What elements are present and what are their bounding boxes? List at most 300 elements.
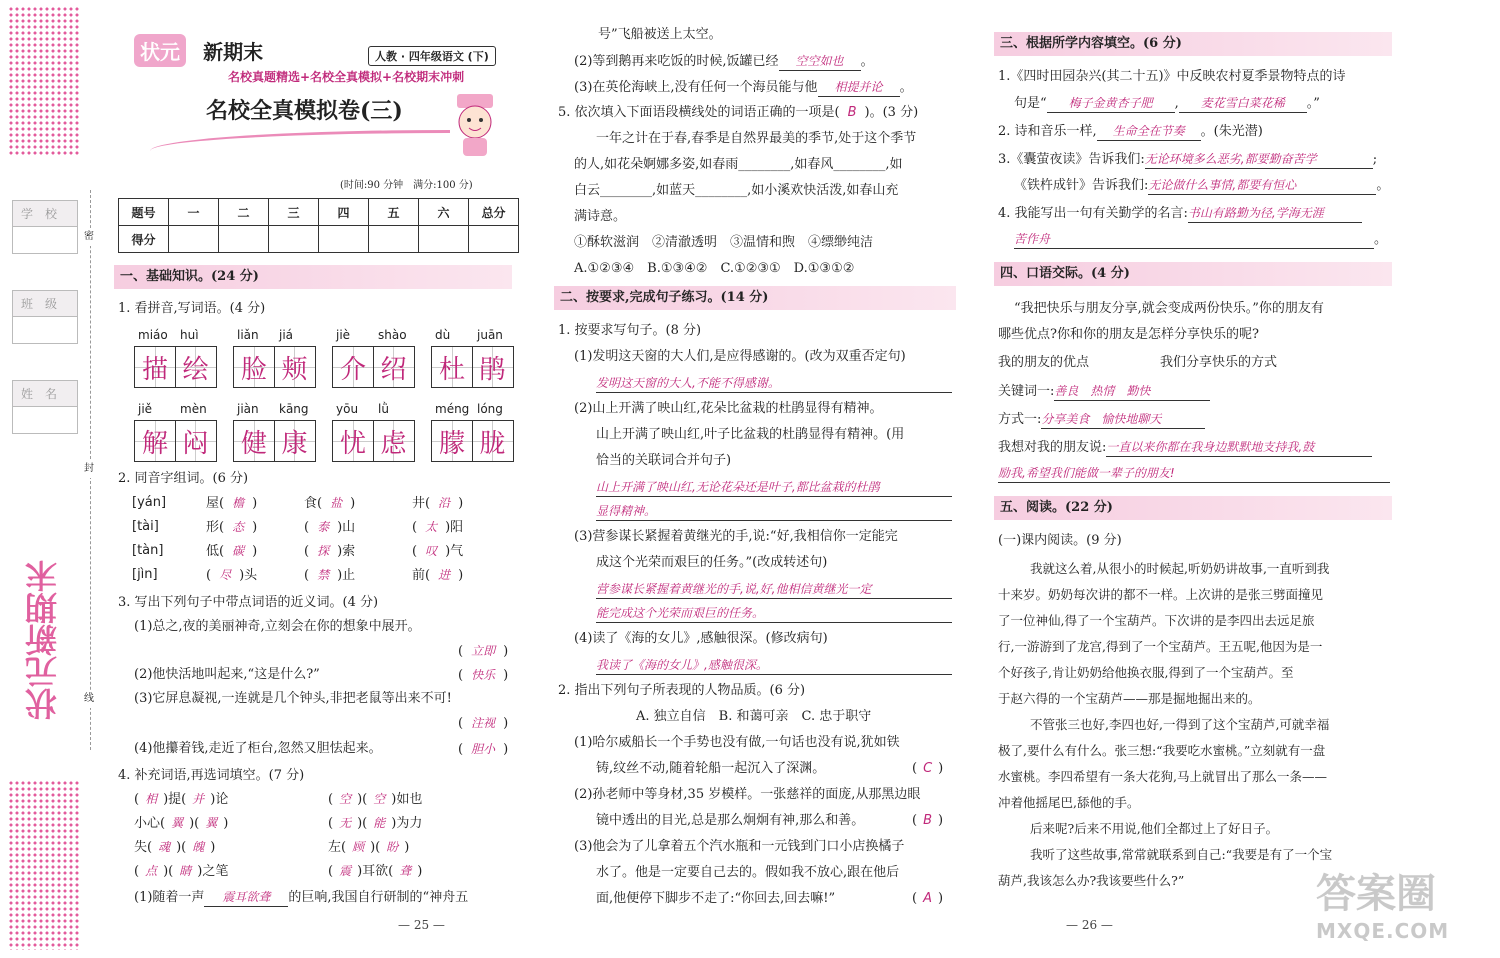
- homophone-item: [206, 566, 257, 585]
- page-number-26: — 26 —: [1066, 918, 1113, 932]
- idiom-answer[interactable]: 空: [373, 792, 386, 806]
- score-input[interactable]: [319, 226, 369, 253]
- idiom-text: 左(: [328, 840, 347, 855]
- r3b-pre: 《铁杵成针》告诉我们:: [1014, 178, 1149, 193]
- s1-title: 1. 按要求写句子。(8 分): [558, 323, 702, 338]
- s1-3-line-1: (3)营参谋长紧握着黄继光的手,说:“好,我相信你一定能完: [574, 529, 898, 544]
- label-name: 姓名: [12, 380, 78, 408]
- pinyin-label: jiàn: [237, 402, 259, 416]
- homophone-answer[interactable]: 檐: [232, 496, 245, 510]
- homophone-text: 屋(: [206, 496, 225, 511]
- s1-3-answer-2[interactable]: 能完成这个光荣而艰巨的任务。: [596, 604, 952, 623]
- score-input[interactable]: [419, 226, 469, 253]
- pinyin-label: shào: [378, 328, 407, 342]
- k-line-1: “我把快乐与朋友分享,就会变成两份快乐。”你的朋友有: [1014, 301, 1324, 316]
- k-say-pre: 我想对我的朋友说:: [998, 440, 1107, 455]
- passage-line: 我听了这些故事,常常就联系到自己:“我要是有了一个宝: [1030, 847, 1333, 862]
- quality-sentence: 镜中透出的目光,总是那么炯炯有神,那么和善。: [596, 813, 865, 828]
- idiom-item: [134, 862, 228, 881]
- homophone-item: [206, 494, 257, 513]
- idiom-item: [134, 790, 228, 809]
- q2-title: 2. 同音字组词。(6 分): [118, 471, 249, 486]
- homophone-pinyin: [yán]: [132, 495, 167, 510]
- score-cell: 五: [369, 199, 419, 226]
- r2-pre: 2. 诗和音乐一样,: [998, 124, 1097, 139]
- watermark-text-en: MXQE.COM: [1316, 919, 1450, 943]
- q5-para-4: 满诗意。: [574, 209, 627, 224]
- homophone-text: ): [350, 496, 356, 511]
- homophone-text: (: [412, 544, 418, 559]
- idiom-item: [328, 814, 422, 833]
- char-box-pair: [332, 420, 413, 462]
- homophone-answer[interactable]: 沿: [438, 496, 451, 510]
- pinyin-label: dù: [435, 328, 451, 342]
- q5-line: [558, 104, 918, 122]
- idiom-answer[interactable]: 相: [145, 792, 158, 806]
- pinyin-label: kāng: [279, 402, 309, 416]
- char-box-pair: [134, 420, 215, 462]
- quality-sentence: 水了。他是一定要自己去的。假如我不放心,跟在他后: [596, 865, 900, 880]
- quality-answer[interactable]: C: [923, 761, 933, 776]
- char-box[interactable]: 介: [332, 346, 374, 388]
- idiom-answer[interactable]: 翼: [171, 816, 184, 830]
- m-line-3-answer[interactable]: 相提并论: [818, 78, 900, 97]
- passage-line: 我就这么着,从很小的时候起,听奶奶讲故事,一直听到我: [1030, 561, 1330, 576]
- synonym-sentence: (2)他快活地叫起来,“这是什么?”: [134, 667, 320, 682]
- r4-line-1: [998, 204, 1362, 223]
- r1-answer-2[interactable]: 麦花雪白菜花稀: [1179, 94, 1307, 113]
- k-keyword: [998, 382, 1210, 401]
- seal-char-2: 封: [84, 460, 94, 478]
- char-box[interactable]: 胧: [472, 420, 514, 462]
- paren: ): [503, 644, 509, 659]
- score-input[interactable]: [469, 226, 519, 253]
- s2-title: 2. 指出下列句子所表现的人物品质。(6 分): [558, 683, 806, 698]
- score-cell: 三: [269, 199, 319, 226]
- quality-answer-box: [912, 890, 943, 908]
- m-line-2-answer[interactable]: 空空如也: [779, 52, 861, 71]
- section-1-header: 一、基础知识。(24 分): [114, 265, 512, 289]
- idiom-item: [328, 862, 422, 881]
- q4-fill-sentence: [134, 888, 468, 907]
- idiom-answer[interactable]: 魄: [192, 840, 205, 854]
- char-box-pair: [431, 420, 512, 462]
- homophone-pinyin: [tàn]: [132, 543, 164, 558]
- paren: (: [458, 644, 464, 659]
- homophone-text: )山: [337, 520, 356, 535]
- homophone-item: [304, 542, 355, 561]
- synonym-answer[interactable]: 立即: [471, 644, 496, 658]
- homophone-text: ): [252, 496, 258, 511]
- idiom-answer[interactable]: 盼: [386, 840, 399, 854]
- quality-sentence: 面,他便停下脚步不走了:“你回去,回去嘛!”: [596, 891, 836, 906]
- idiom-answer[interactable]: 聋: [399, 864, 412, 878]
- reading-sub-title: (一)课内阅读。(9 分): [998, 533, 1122, 548]
- r3-line-2: [1014, 176, 1389, 195]
- char-box[interactable]: 描: [134, 346, 176, 388]
- r3a-answer[interactable]: 无论环境多么恶劣,都要勤奋苦学: [1145, 150, 1373, 169]
- synonym-answer[interactable]: 胆小: [471, 742, 496, 756]
- idiom-answer[interactable]: 无: [339, 816, 352, 830]
- score-row: [119, 226, 519, 253]
- passage-line: 行,一游游到了龙宫,得到了一个宝葫芦。王五呢,他因为是一: [998, 639, 1323, 654]
- s1-2-line-1: (2)山上开满了映山红,花朵比盆栽的杜鹃显得有精神。: [574, 401, 883, 416]
- r4-answer-2[interactable]: 苦作舟: [1014, 230, 1374, 249]
- dot-pattern-bottom: [8, 780, 80, 950]
- paren: ): [938, 761, 944, 776]
- idiom-answer[interactable]: 能: [373, 816, 386, 830]
- score-input[interactable]: [219, 226, 269, 253]
- r2-line: [998, 122, 1263, 141]
- score-input[interactable]: [169, 226, 219, 253]
- char-box[interactable]: 虑: [373, 420, 415, 462]
- m-line-2-post: 。: [860, 54, 874, 69]
- quality-answer-box: [912, 760, 943, 778]
- idiom-answer[interactable]: 魂: [158, 840, 171, 854]
- pinyin-label: yōu: [336, 402, 359, 416]
- header-brand: [134, 34, 263, 67]
- passage-line: 冲着他摇尾巴,舔他的手。: [998, 795, 1140, 810]
- homophone-item: [304, 518, 355, 537]
- r1-answer-1[interactable]: 梅子金黄杏子肥: [1047, 94, 1175, 113]
- idiom-item: [328, 838, 409, 857]
- quality-answer[interactable]: B: [923, 813, 932, 828]
- char-box-pair: [332, 346, 413, 388]
- paren: (: [458, 742, 464, 757]
- score-cell: 二: [219, 199, 269, 226]
- score-cell: 六: [419, 199, 469, 226]
- r1-post: 。”: [1306, 96, 1320, 111]
- r4-post: 。: [1374, 232, 1388, 247]
- q5-options-words: ①酥软滋润 ②清澈透明 ③温情和煦 ④缥缈纯洁: [574, 235, 874, 250]
- q1-title: 1. 看拼音,写词语。(4 分): [118, 301, 266, 316]
- paren: (: [912, 761, 918, 776]
- page-number-25: — 25 —: [398, 918, 445, 932]
- pinyin-label: jiá: [279, 328, 294, 342]
- pinyin-label: liǎn: [237, 328, 259, 342]
- label-class: 班级: [12, 290, 78, 318]
- school-field: [12, 226, 78, 254]
- homophone-pinyin: [tài]: [132, 519, 159, 534]
- idiom-text: ): [210, 840, 216, 855]
- r4-line-2: [1014, 230, 1387, 249]
- homophone-answer[interactable]: 碳: [232, 544, 245, 558]
- k-method-answer[interactable]: 分享美食 愉快地聊天: [1041, 410, 1205, 429]
- homophone-answer[interactable]: 禁: [317, 568, 330, 582]
- score-input[interactable]: [269, 226, 319, 253]
- binding-strip: [0, 0, 100, 958]
- pinyin-label: lǜ: [378, 402, 389, 416]
- idiom-answer[interactable]: 空: [339, 792, 352, 806]
- char-box[interactable]: 绘: [175, 346, 217, 388]
- homophone-text: )头: [239, 568, 258, 583]
- score-cell: 四: [319, 199, 369, 226]
- char-box-pair: [431, 346, 512, 388]
- k-method: [998, 410, 1205, 429]
- paren: ): [937, 891, 944, 906]
- score-cell: 题号: [119, 199, 169, 226]
- s1-1: (1)发明这天窗的大人们,是应得感谢的。(改为双重否定句): [574, 349, 906, 364]
- idiom-text: ): [404, 840, 410, 855]
- idiom-text: )(: [370, 840, 381, 855]
- homophone-text: (: [304, 568, 310, 583]
- homophone-item: [206, 518, 257, 537]
- paren: (: [912, 891, 918, 906]
- pinyin-label: juān: [477, 328, 503, 342]
- homophone-item: [206, 542, 257, 561]
- idiom-text: (: [328, 792, 334, 807]
- s1-2-line-3: 恰当的关联词合并句子): [596, 453, 732, 468]
- char-box[interactable]: 杜: [431, 346, 473, 388]
- s1-3-answer-1[interactable]: 营参谋长紧握着黄继光的手,说,好,他相信黄继光一定: [596, 580, 952, 599]
- name-field: [12, 406, 78, 434]
- idiom-text: ): [417, 864, 423, 879]
- passage-line: 葫芦,我该怎么办?我该要些什么?”: [998, 873, 1185, 888]
- homophone-answer[interactable]: 泰: [317, 520, 330, 534]
- score-cell: 一: [169, 199, 219, 226]
- homophone-answer[interactable]: 探: [317, 544, 330, 558]
- r2-answer[interactable]: 生命全在节奏: [1097, 122, 1201, 141]
- idiom-item: [328, 790, 422, 809]
- homophone-text: )索: [337, 544, 356, 559]
- watermark: [1316, 862, 1488, 950]
- char-box[interactable]: 颊: [274, 346, 316, 388]
- r3a-pre: 3.《囊萤夜读》告诉我们:: [998, 152, 1145, 167]
- grade-tag: 人教 · 四年级语文 (下): [368, 46, 496, 66]
- char-box[interactable]: 解: [134, 420, 176, 462]
- m-line-3-pre: (3)在英伦海峡上,没有任何一个海员能与他: [574, 80, 818, 95]
- idiom-answer[interactable]: 点: [145, 864, 158, 878]
- idiom-answer[interactable]: 翼: [205, 816, 218, 830]
- idiom-text: )提(: [163, 792, 187, 807]
- synonym-answer[interactable]: 快乐: [471, 668, 496, 682]
- m-line-3: [574, 78, 913, 97]
- q5-post: )。(3 分): [864, 105, 919, 120]
- pinyin-label: mèn: [180, 402, 207, 416]
- char-box[interactable]: 绍: [373, 346, 415, 388]
- homophone-item: [412, 542, 463, 561]
- k-say-answer-1[interactable]: 一直以来你都在我身边默默地支持我,鼓: [1106, 438, 1372, 457]
- k-friend-merit: 我的朋友的优点: [998, 355, 1090, 370]
- pinyin-label: huì: [180, 328, 199, 342]
- idiom-text: (: [328, 816, 334, 831]
- k-share-way: 我们分享快乐的方式: [1160, 355, 1278, 370]
- idiom-text: )(: [357, 792, 368, 807]
- idiom-text: )(: [189, 816, 200, 831]
- idiom-text: ): [223, 816, 229, 831]
- r1-line-1: 1.《四时田园杂兴(其二十五)》中反映农村夏季景物特点的诗: [998, 69, 1346, 84]
- homophone-text: 形(: [206, 520, 225, 535]
- time-info: (时间:90 分钟 满分:100 分): [340, 180, 473, 191]
- q4-title: 4. 补充词语,再选词填空。(7 分): [118, 768, 305, 783]
- homophone-item: [412, 518, 463, 537]
- q5-answer[interactable]: B: [847, 105, 857, 120]
- q3-title: 3. 写出下列句子中带点词语的近义词。(4 分): [118, 595, 379, 610]
- homophone-text: 低(: [206, 544, 225, 559]
- k-say-answer-2[interactable]: 励我,希望我们能做一辈子的朋友!: [998, 464, 1390, 483]
- q5-para-2: 的人,如花朵婀娜多姿,如春雨________,如春风________,如: [574, 157, 903, 172]
- r1-pre: 句是“: [1014, 96, 1047, 111]
- watermark-text-cn: 答案圈: [1316, 871, 1436, 917]
- idiom-answer[interactable]: 并: [192, 792, 205, 806]
- homophone-item: [412, 494, 463, 513]
- s1-1-answer[interactable]: 发明这天窗的大人,不能不得感谢。: [596, 374, 952, 393]
- paper-title: 名校全真模拟卷(三): [206, 98, 403, 124]
- k-method-pre: 方式一:: [998, 412, 1042, 427]
- pinyin-label: miáo: [138, 328, 168, 342]
- k-line-2: 哪些优点?你和你的朋友是怎样分享快乐的呢?: [998, 327, 1259, 342]
- pinyin-label: jiě: [138, 402, 153, 416]
- passage-line: 极了,要什么有什么。张三想:“我要吃水蜜桃。”立刻就有一盘: [998, 743, 1326, 758]
- m-line-2-pre: (2)等到鹅再来吃饭的时候,饭罐已经: [574, 54, 779, 69]
- homophone-text: )止: [337, 568, 356, 583]
- m-line-1: 号”飞船被送上太空。: [598, 27, 722, 42]
- homophone-text: 前(: [412, 568, 431, 583]
- idiom-answer[interactable]: 顾: [352, 840, 365, 854]
- char-box[interactable]: 忧: [332, 420, 374, 462]
- quality-sentence: 铸,纹丝不动,随着轮船一起沉入了深渊。: [596, 761, 826, 776]
- s1-2-answer-1[interactable]: 山上开满了映山红,无论花朵还是叶子,都比盆栽的杜鹃: [596, 478, 952, 497]
- slogan: 名校真题精选+名校全真模拟+名校期末冲刺: [228, 70, 465, 84]
- s1-3-line-2: 成这个光荣而艰巨的任务。”(改成转述句): [596, 555, 828, 570]
- section-5-header: 五、阅读。(22 分): [994, 496, 1392, 520]
- section-2-header: 二、按要求,完成句子练习。(14 分): [554, 286, 956, 310]
- homophone-item: [304, 566, 355, 585]
- homophone-text: 食(: [304, 496, 323, 511]
- paren: (: [458, 668, 464, 683]
- homophone-answer[interactable]: 叹: [425, 544, 438, 558]
- pinyin-label: jiè: [336, 328, 351, 342]
- paren: (: [912, 813, 918, 828]
- homophone-answer[interactable]: 态: [232, 520, 245, 534]
- homophone-text: ): [458, 496, 464, 511]
- homophone-answer[interactable]: 进: [438, 568, 451, 582]
- char-box[interactable]: 朦: [431, 420, 473, 462]
- paren: ): [503, 668, 509, 683]
- homophone-text: )气: [445, 544, 464, 559]
- char-box[interactable]: 健: [233, 420, 275, 462]
- idiom-text: )如也: [391, 792, 423, 807]
- homophone-answer[interactable]: 尽: [219, 568, 232, 582]
- s1-2-answer-2[interactable]: 显得精神。: [596, 502, 952, 521]
- synonym-sentence: (3)它屏息凝视,一连就是几个钟头,非把老鼠等出来不可!: [134, 691, 452, 706]
- r3b-answer[interactable]: 无论做什么事情,都要有恒心: [1148, 176, 1376, 195]
- score-table: [118, 198, 519, 253]
- s2-options: A. 独立自信 B. 和蔼可亲 C. 忠于职守: [636, 709, 872, 724]
- score-input[interactable]: [369, 226, 419, 253]
- idiom-text: )之笔: [197, 864, 229, 879]
- pinyin-label: méng: [435, 402, 470, 416]
- homophone-answer[interactable]: 盐: [330, 496, 343, 510]
- homophone-pinyin: [jìn]: [132, 567, 158, 582]
- paren: ): [503, 742, 509, 757]
- q5-para-3: 白云________,如蓝天________,如小溪欢快活泼,如春山充: [574, 183, 899, 198]
- s1-4-answer[interactable]: 我读了《海的女儿》,感触很深。: [596, 656, 952, 675]
- char-box-pair: [134, 346, 215, 388]
- q5-options-choices: A.①②③④ B.①③④② C.①②③① D.①③①②: [574, 261, 855, 276]
- s1-4: (4)读了《海的女儿》,感触很深。(修改病句): [574, 631, 828, 646]
- idiom-answer[interactable]: 震: [339, 864, 352, 878]
- idiom-text: )(: [176, 840, 187, 855]
- mascot-icon: [445, 90, 505, 160]
- s1-2-line-2: 山上开满了映山红,叶子比盆栽的杜鹃显得有精神。(用: [596, 427, 905, 442]
- passage-line: 不管张三也好,李四也好,一得到了这个宝葫芦,可就幸福: [1030, 717, 1330, 732]
- m-line-3-post: 。: [899, 80, 913, 95]
- r3a-post: ;: [1372, 152, 1378, 167]
- synonym-answer-box: [458, 714, 508, 733]
- idiom-text: )耳欲(: [357, 864, 394, 879]
- idiom-answer[interactable]: 睛: [179, 864, 192, 878]
- char-box-pair: [233, 420, 314, 462]
- synonym-sentence: (1)总之,夜的美丽神奇,立刻会在你的想象中展开。: [134, 619, 421, 634]
- m-line-2: [574, 52, 874, 71]
- brand-name: 新期末: [203, 40, 264, 64]
- score-cell: 得分: [119, 226, 169, 253]
- homophone-answer[interactable]: 太: [425, 520, 438, 534]
- homophone-text: (: [304, 520, 310, 535]
- synonym-answer-box: [458, 666, 508, 685]
- r4-answer-1[interactable]: 书山有路勤为径,学海无涯: [1188, 204, 1362, 223]
- char-box[interactable]: 闷: [175, 420, 217, 462]
- homophone-text: ): [252, 544, 258, 559]
- idiom-text: )(: [163, 864, 174, 879]
- r1-line-2: [1014, 94, 1320, 113]
- idiom-text: (: [134, 792, 140, 807]
- vertical-logo: 状元新期末: [24, 560, 62, 720]
- dot-pattern-top: [8, 6, 80, 156]
- section-4-header: 四、口语交际。(4 分): [994, 262, 1392, 286]
- idiom-item: [134, 838, 215, 857]
- r1-mid: ,: [1174, 96, 1179, 111]
- brand-badge: 状元: [134, 34, 186, 67]
- paren: ): [938, 813, 944, 828]
- quality-sentence: (1)哈尔威船长一个手势也没有做,一句话也没有说,犹如铁: [574, 735, 900, 750]
- seal-char-1: 密: [84, 228, 94, 246]
- char-box[interactable]: 脸: [233, 346, 275, 388]
- k-keyword-answer[interactable]: 善良 热情 勤快: [1054, 382, 1210, 401]
- quality-sentence: (2)孙老师中等身材,35 岁模样。一张慈祥的面庞,从那黑边眼: [574, 787, 921, 802]
- homophone-text: 井(: [412, 496, 431, 511]
- synonym-answer-box: [458, 740, 508, 759]
- synonym-answer[interactable]: 注视: [471, 716, 496, 730]
- homophone-text: (: [304, 544, 310, 559]
- quality-answer-box: [912, 812, 943, 830]
- quality-answer[interactable]: A: [923, 891, 932, 906]
- char-box[interactable]: 康: [274, 420, 316, 462]
- passage-line: 十来岁。奶奶每次讲的都不一样。上次讲的是张三劈面撞见: [998, 587, 1324, 602]
- section-3-header: 三、根据所学内容填空。(6 分): [994, 32, 1392, 56]
- seal-char-3: 线: [84, 690, 94, 708]
- k-say: [998, 438, 1372, 457]
- score-cell: 总分: [469, 199, 519, 226]
- k-keyword-pre: 关键词一:: [998, 384, 1055, 399]
- passage-line: 个好孩子,肯让奶奶给他换衣服,得到了一个宝葫芦。至: [998, 665, 1294, 680]
- synonym-sentence: (4)他攥着钱,走近了柜台,忽然又胆怯起来。: [134, 741, 382, 756]
- q4-fill-pre: (1)随着一声: [134, 890, 205, 905]
- pinyin-label: lóng: [477, 402, 503, 416]
- homophone-text: (: [412, 520, 418, 535]
- idiom-text: 小心(: [134, 816, 166, 831]
- q4-fill-answer[interactable]: 震耳欲聋: [204, 888, 288, 907]
- paren: ): [503, 716, 509, 731]
- idiom-text: (: [134, 864, 140, 879]
- homophone-text: )阳: [445, 520, 464, 535]
- idiom-text: (: [328, 864, 334, 879]
- r4-pre: 4. 我能写出一句有关勤学的名言:: [998, 206, 1188, 221]
- char-box[interactable]: 鹃: [472, 346, 514, 388]
- q5-para-1: 一年之计在于春,春季是自然界最美的季节,处于这个季节: [596, 131, 917, 146]
- passage-line: 水蜜桃。李四希望有一条大花狗,马上就冒出了那么一条——: [998, 769, 1327, 784]
